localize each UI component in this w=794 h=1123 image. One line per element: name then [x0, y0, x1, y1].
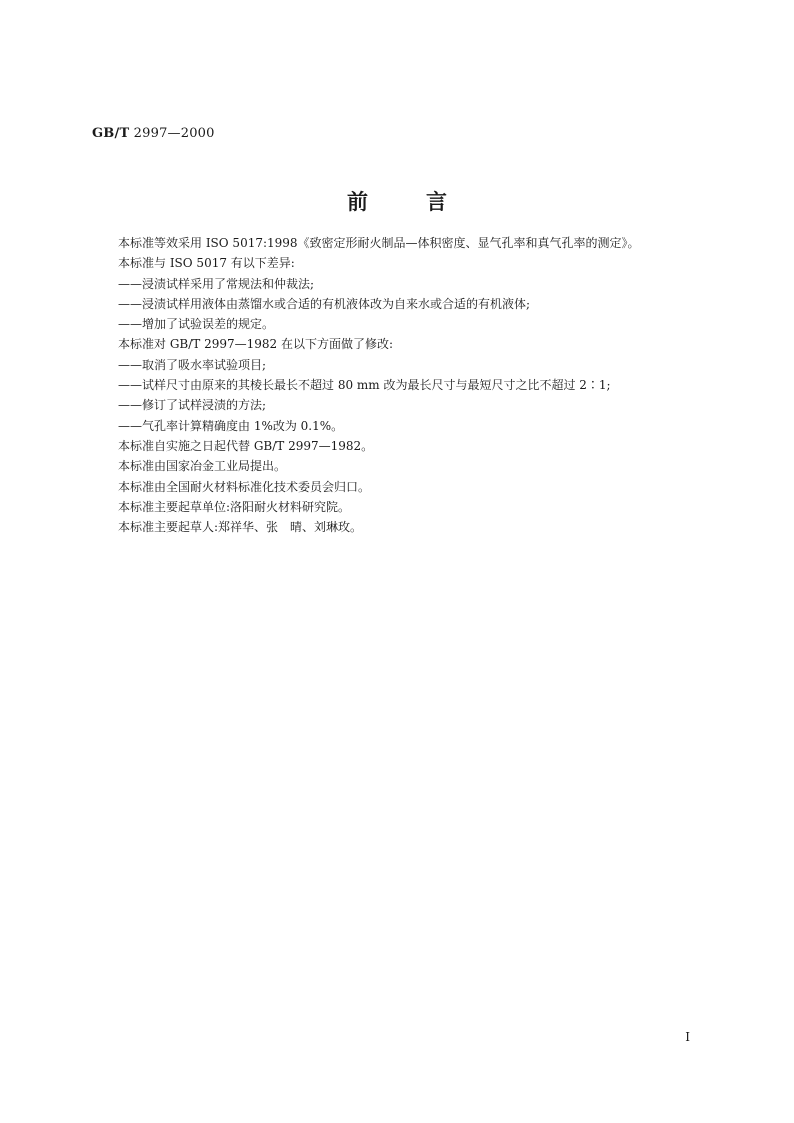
- list-item: ——增加了试验误差的规定。: [118, 317, 275, 332]
- paragraph-line: 本标准等效采用 ISO 5017:1998《致密定形耐火制品—体积密度、显气孔率和真气孔率的测定》。: [118, 236, 640, 250]
- paragraph-line: 本标准由国家冶金工业局提出。: [118, 459, 287, 474]
- list-item: ——取消了吸水率试验项目;: [118, 357, 267, 372]
- paragraph-line: 本标准由全国耐火材料标准化技术委员会归口。: [118, 479, 371, 494]
- paragraph-line: 本标准主要起草单位:洛阳耐火材料研究院。: [118, 499, 351, 514]
- paragraph-line: 本标准主要起草人:郑祥华、张 晴、刘琳玫。: [118, 520, 363, 535]
- list-item: ——试样尺寸由原来的其棱长最长不超过 80 mm 改为最长尺寸与最短尺寸之比不超过 2∶1;: [118, 378, 611, 393]
- standard-number: 2997—2000: [133, 126, 215, 141]
- paragraph-line: 本标准对 GB/T 2997—1982 在以下方面做了修改:: [118, 337, 394, 352]
- list-item: ——浸渍试样采用了常规法和仲裁法;: [118, 276, 315, 291]
- standard-code: [92, 126, 215, 141]
- paragraph-line: 本标准自实施之日起代替 GB/T 2997—1982。: [118, 438, 374, 453]
- list-item: ——浸渍试样用液体由蒸馏水或合适的有机液体改为自来水或合适的有机液体;: [118, 296, 531, 311]
- standard-prefix: GB/T: [92, 126, 130, 141]
- paragraph-line: 本标准与 ISO 5017 有以下差异:: [118, 256, 295, 271]
- foreword-body: [92, 233, 702, 537]
- list-item: ——气孔率计算精确度由 1%改为 0.1%。: [118, 418, 344, 433]
- page-title: 前言: [347, 189, 505, 214]
- list-item: ——修订了试样浸渍的方法;: [118, 398, 267, 413]
- page-number: I: [685, 1030, 690, 1044]
